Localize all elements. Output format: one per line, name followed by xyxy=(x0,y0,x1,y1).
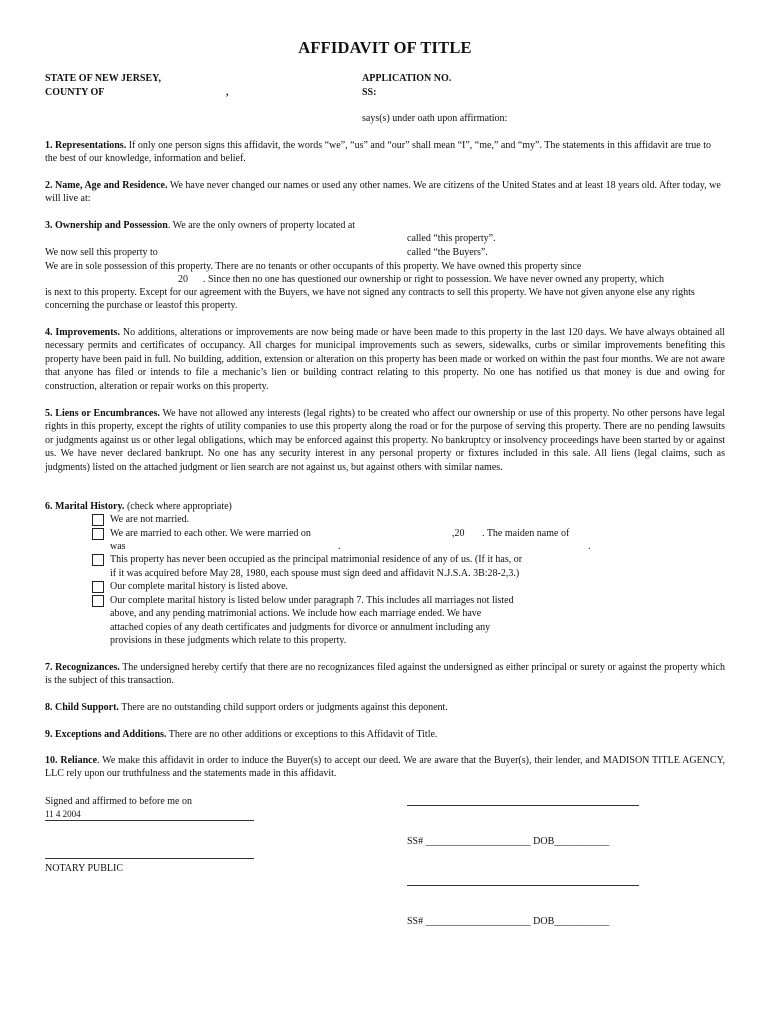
history-listed-below-checkbox[interactable] xyxy=(92,595,104,607)
section-body: We have not allowed any interests (legal rights) to be created who affect our ownership or use of this property. No other persons have legal rights in this property, except the rights of utility companies to use this property along the road or for the purpose of serving this property. There are no pending lawsuits or judgments against us or other legal obligations, which may be enforced against this property. No bankruptcy or insolvency proceedings have been started by or against us. We have never declared bankrupt. No one has any security interest in any personal property or fixtures included in this sale. All liens (legal claims, such as judgments) listed on the attached judgment or lien search are not against us, but against others with similar names. xyxy=(45,408,725,473)
oath-text: says(s) under oath upon affirmation: xyxy=(362,113,508,124)
section-body: There are no other additions or exceptions to this Affidavit of Title. xyxy=(166,729,438,740)
married-to-each-other-checkbox[interactable] xyxy=(92,528,104,540)
section-marital-history xyxy=(45,500,232,513)
application-number-label: APPLICATION NO. xyxy=(362,73,452,84)
married-label: We are married to each other. We were married on xyxy=(110,528,311,539)
not-married-label: We are not married. xyxy=(110,514,190,525)
section-liens xyxy=(45,407,725,474)
signed-date-value: 11 4 2004 xyxy=(45,809,81,819)
not-married-checkbox[interactable] xyxy=(92,514,104,526)
called-this-property: called “this property”. xyxy=(407,233,496,244)
history-listed-below-line3: attached copies of any death certificates and judgments for divorce or annulment including any xyxy=(110,622,491,633)
ss-label: SS: xyxy=(362,87,377,98)
section-improvements xyxy=(45,326,725,393)
section-note: (check where appropriate) xyxy=(124,501,232,512)
ss-dob-line-2[interactable]: SS# _____________________ DOB___________ xyxy=(407,916,610,927)
history-listed-below-line1: Our complete marital history is listed below under paragraph 7. This includes all marriages not listed xyxy=(110,595,514,606)
history-listed-above-label: Our complete marital history is listed above. xyxy=(110,581,289,592)
never-occupied-checkbox[interactable] xyxy=(92,554,104,566)
section-body: No additions, alterations or improvements are now being made or have been made to this property in the last 120 days. We have always obtained all necessary permits and certificates of occupancy. All charges for municipal improvements such as sewers, sidewalks, curbs or similar improvements benefiting this property have been paid in full. No building, addition, extension or alteration on this property has been made or worked on within the past four months. We are not aware that anyone has filed or intends to file a mechanic’s lien or building contract relating to this property. No one has notified us that money is due and owing for construction, alteration or repair works on this property. xyxy=(45,327,726,392)
section-body: . We are the only owners of property located at xyxy=(167,220,356,231)
section-heading: 4. Improvements. xyxy=(45,327,120,338)
was-period: . xyxy=(338,541,341,552)
signature-line-1[interactable] xyxy=(407,805,639,806)
called-the-buyers: called “the Buyers”. xyxy=(407,247,488,258)
section-reliance xyxy=(45,754,725,781)
since-then-text: . Since then no one has questioned our ownership or right to possession. We have never owned any property, which xyxy=(203,274,665,285)
county-comma: , xyxy=(226,87,229,98)
history-listed-above-checkbox[interactable] xyxy=(92,581,104,593)
signed-affirmed-label: Signed and affirmed to before me on xyxy=(45,796,192,807)
never-occupied-label-line1: This property has never been occupied as the principal matrimonial residence of any of us. (If it has, or xyxy=(110,554,523,565)
section-body: The undersigned hereby certify that there are no recognizances filed against the undersigned as either principal or surety or against the property which is the subject of this transaction. xyxy=(45,662,725,687)
sole-possession-text: We are in sole possession of this property. There are no tenants or other occupants of this property. We have owned this property since xyxy=(45,261,582,272)
history-listed-below-line2: above, and any pending matrimonial actions. We include how each marriage ended. We have xyxy=(110,608,482,619)
state-label: STATE OF NEW JERSEY, xyxy=(45,73,161,84)
sell-to-text: We now sell this property to xyxy=(45,247,158,258)
section-ownership-line1 xyxy=(45,219,355,232)
owned-since-year: 20 xyxy=(178,274,188,285)
section-heading: 2. Name, Age and Residence. xyxy=(45,180,168,191)
section-body: If only one person signs this affidavit, the words “we”, “us” and “our” shall mean “I”, “me,” and “my”. The statements in this affidavit are true to the best of our knowledge, information and belief. xyxy=(45,140,712,165)
section-heading: 8. Child Support. xyxy=(45,702,119,713)
document-title: AFFIDAVIT OF TITLE xyxy=(298,38,472,57)
was-label: was xyxy=(110,541,126,552)
notary-public-label: NOTARY PUBLIC xyxy=(45,863,124,874)
ownership-rest-text: is next to this property. Except for our agreement with the Buyers, we have not signed any contracts to sell this property. We have not given anyone else any rights concerning the purchase or leastof this property. xyxy=(45,287,695,312)
section-heading: 3. Ownership and Possession xyxy=(45,220,168,231)
notary-signature-line[interactable] xyxy=(45,858,254,859)
section-exceptions xyxy=(45,728,725,741)
section-name-age-residence xyxy=(45,179,725,206)
never-occupied-label-line2: if it was acquired before May 28, 1980, each spouse must sign deed and affidavit N.J.S.A. 3B:28-2,3.) xyxy=(110,568,520,579)
maiden-period: . xyxy=(588,541,591,552)
section-heading: 6. Marital History. xyxy=(45,501,125,512)
section-representations xyxy=(45,139,725,166)
section-heading: 1. Representations. xyxy=(45,140,127,151)
section-heading: 10. Reliance xyxy=(45,755,98,766)
history-listed-below-line4: provisions in these judgments which relate to this property. xyxy=(110,635,347,646)
ss-dob-line-1[interactable]: SS# _____________________ DOB___________ xyxy=(407,836,610,847)
section-body: We have never changed our names or used any other names. We are citizens of the United States and at least 18 years old. After today, we will live at: xyxy=(45,180,721,205)
section-child-support xyxy=(45,701,725,714)
section-body: There are no outstanding child support orders or judgments against this deponent. xyxy=(118,702,448,713)
section-recognizances xyxy=(45,661,725,688)
county-label: COUNTY OF xyxy=(45,87,105,98)
section-body: . We make this affidavit in order to induce the Buyer(s) to accept our deed. We are aware that the Buyer(s), their lender, and MADISON TITLE AGENCY, LLC rely upon our truthfulness and the statements made in this affidavit. xyxy=(45,755,726,780)
section-heading: 9. Exceptions and Additions. xyxy=(45,729,167,740)
married-year: ,20 xyxy=(452,528,465,539)
date-line[interactable] xyxy=(45,820,254,821)
section-heading: 7. Recognizances. xyxy=(45,662,120,673)
section-heading: 5. Liens or Encumbrances. xyxy=(45,408,160,419)
signature-line-2[interactable] xyxy=(407,885,639,886)
maiden-name-label: . The maiden name of xyxy=(482,528,570,539)
